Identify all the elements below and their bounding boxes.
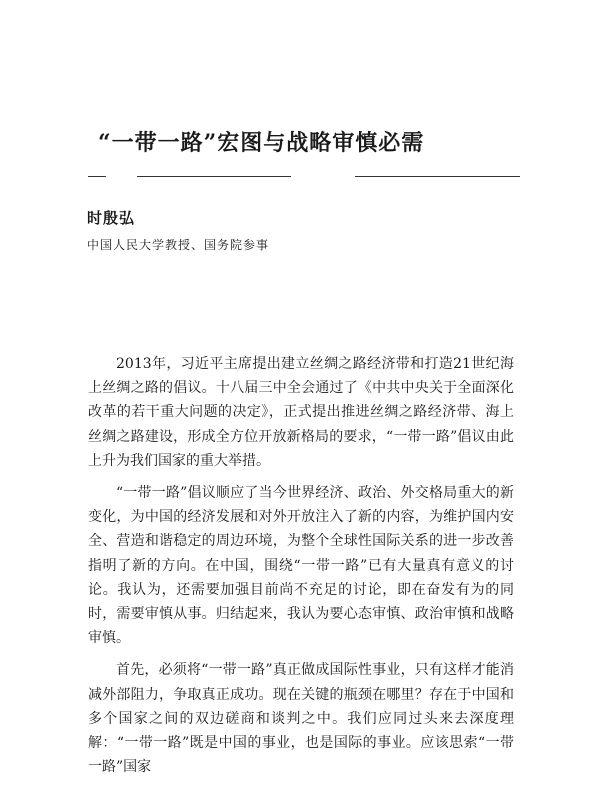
article-title: “一带一路”宏图与战略审慎必需 (98, 130, 425, 156)
article-body (88, 352, 514, 787)
title-rule-middle (137, 176, 291, 177)
paragraph: 2013年，习近平主席提出建立丝绸之路经济带和打造21世纪海上丝绸之路的倡议。十八届三中全会通过了《中共中央关于全面深化改革的若干重大问题的决定》，正式提出推进丝绸之路经济带、海上丝绸之路建设，形成全方位开放新格局的要求，“一带一路”倡议由此上升为我们国家的重大举措。 (88, 356, 514, 469)
title-rule-right (355, 176, 520, 177)
title-rule-left (88, 176, 106, 177)
paragraph: “一带一路”倡议顺应了当今世界经济、政治、外交格局重大的新变化，为中国的经济发展和对外开放注入了新的内容，为维护国内安全、营造和谐稳定的周边环境，为整个全球性国际关系的进一步改善指明了新的方向。在中国，围绕“一带一路”已有大量真有意义的讨论。我认为，还需要加强目前尚不充足的讨论，即在奋发有为的同时，需要审慎从事。归结起来，我认为要心态审慎、政治审慎和战略审慎。 (88, 485, 514, 647)
paragraph: 首先，必须将“一带一路”真正做成国际性事业，只有这样才能消减外部阻力，争取真正成功。现在关键的瓶颈在哪里？存在于中国和多个国家之间的双边磋商和谈判之中。我们应同过头来去深度理解：“一带一路”既是中国的事业，也是国际的事业。应该思索“一带一路”国家 (88, 662, 514, 776)
author-affiliation: 中国人民大学教授、国务院参事 (87, 238, 270, 252)
author-name: 时殷弘 (87, 209, 136, 227)
